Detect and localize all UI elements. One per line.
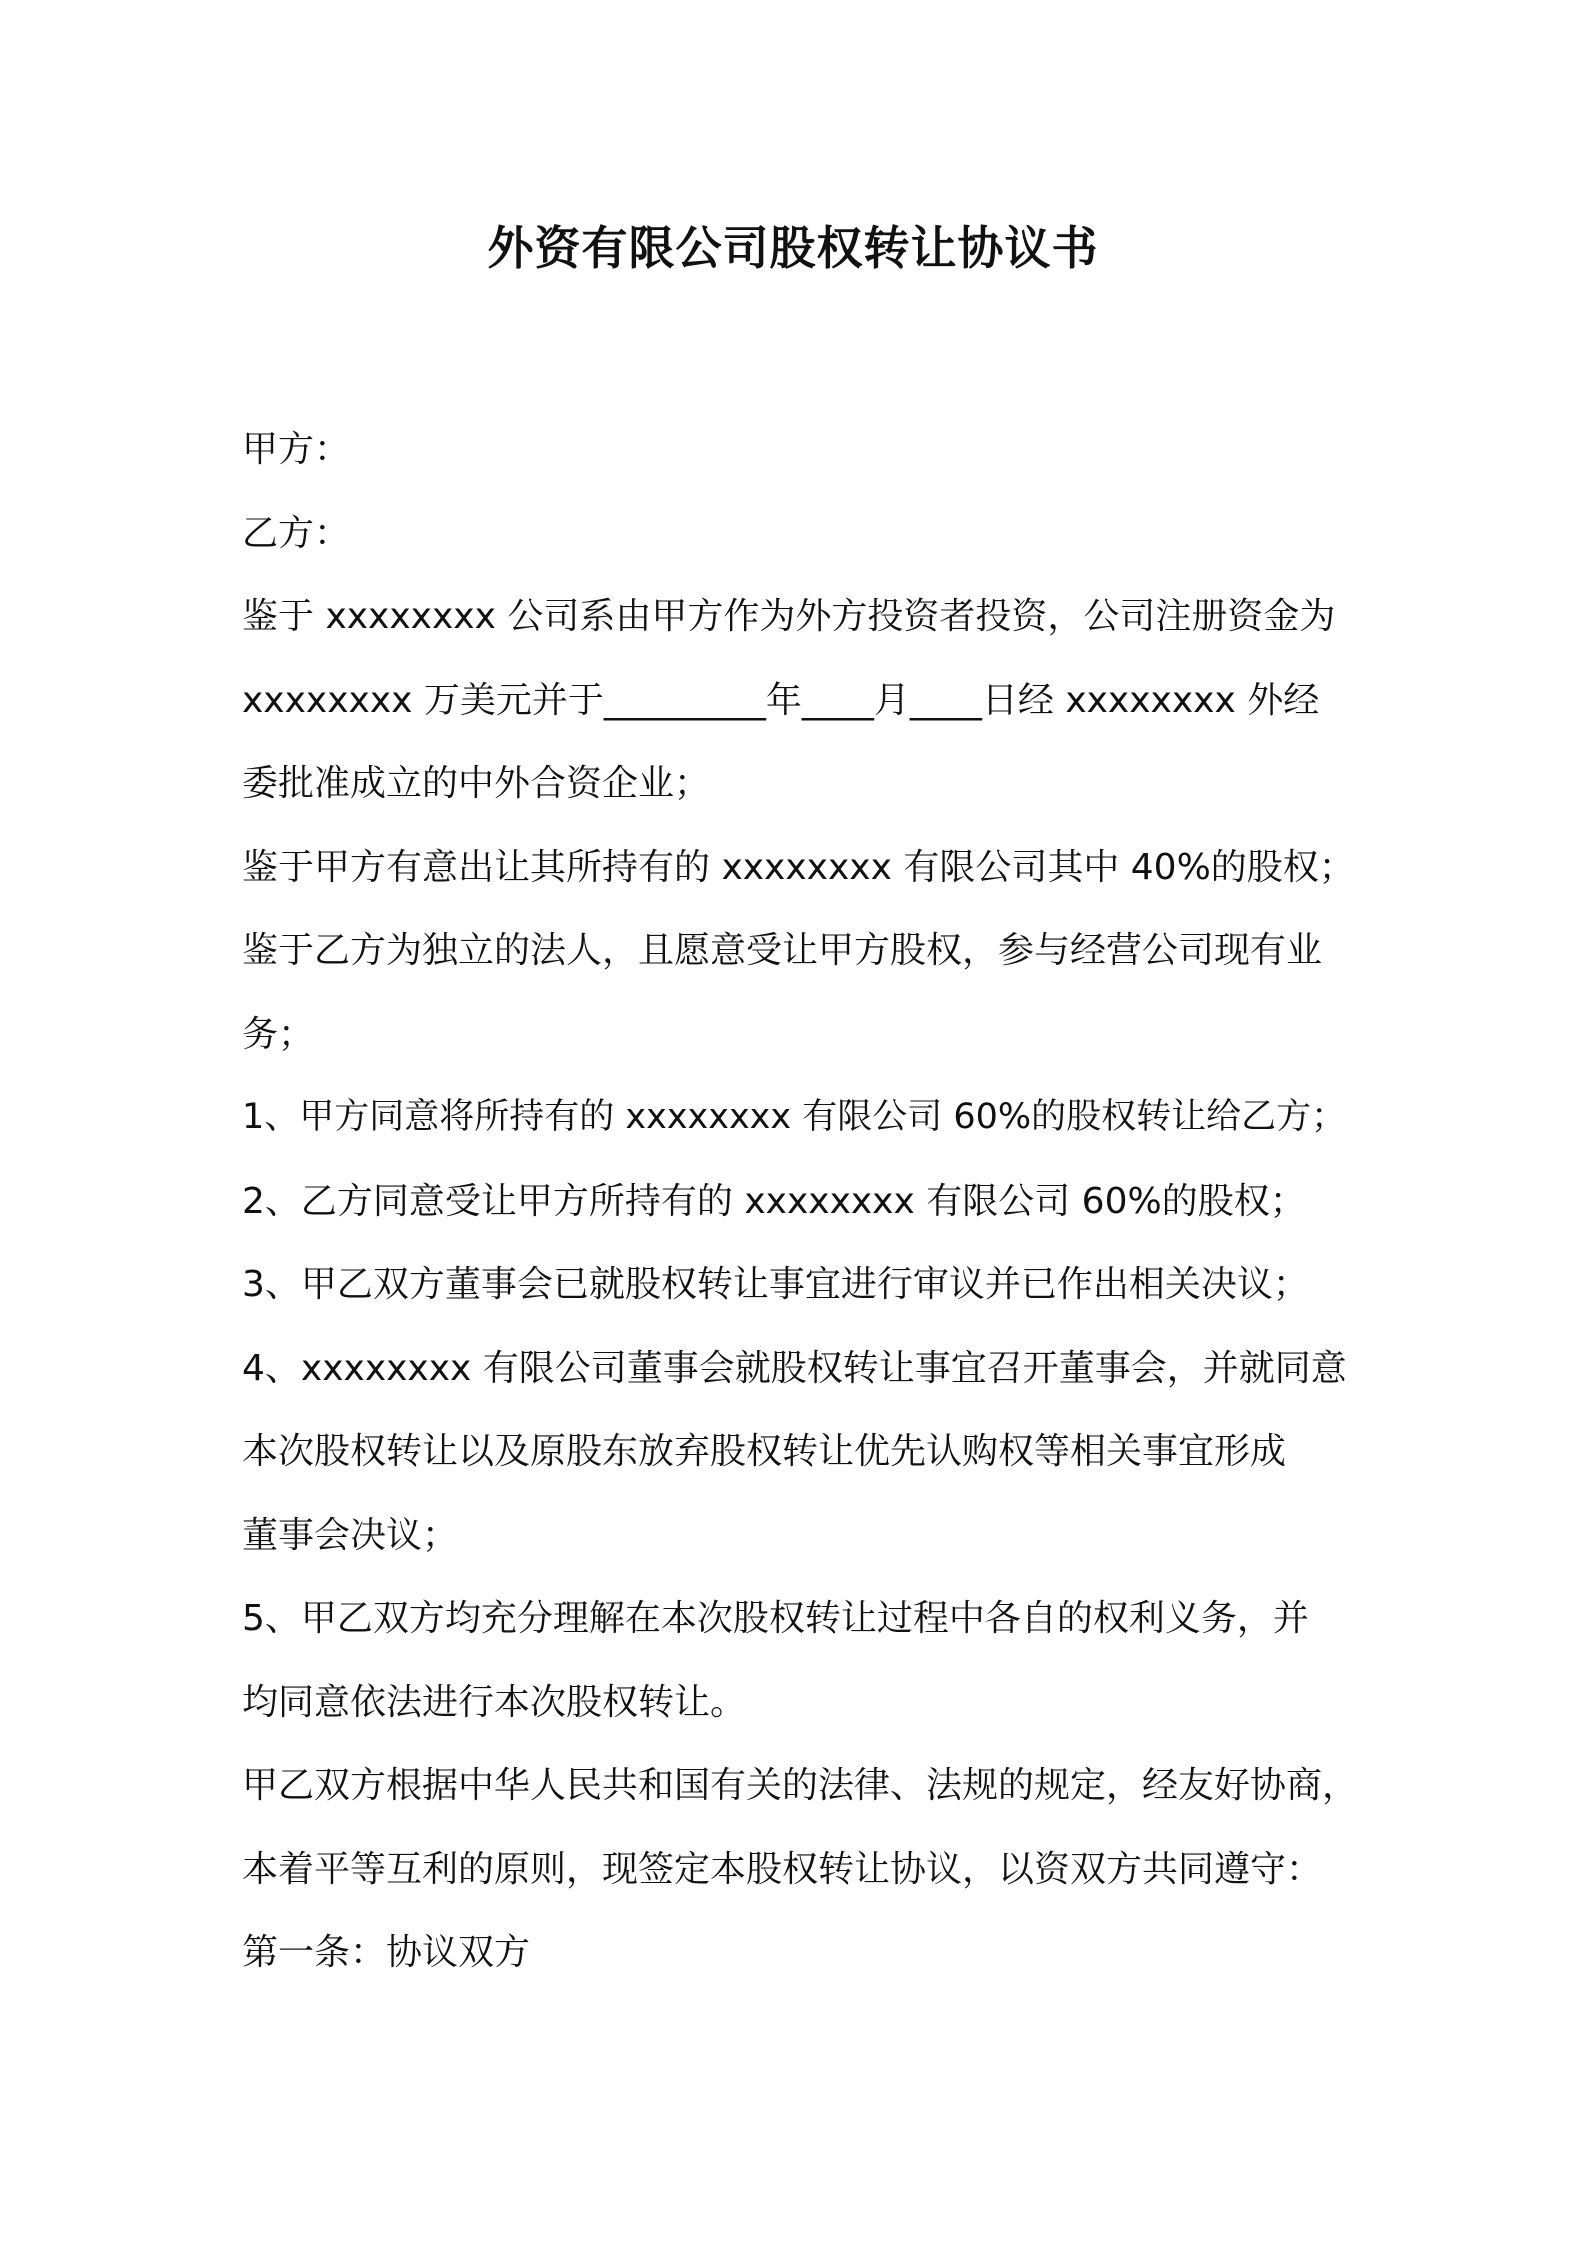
clause-line: 董事会决议； xyxy=(242,1514,459,1556)
recital-line: 鉴于 xxxxxxxx 公司系由甲方作为外方投资者投资，公司注册资金为 xyxy=(242,596,1336,637)
recital-line: 鉴于乙方为独立的法人，且愿意受让甲方股权，参与经营公司现有业 xyxy=(242,930,1323,971)
clause-line: 4、xxxxxxxx 有限公司董事会就股权转让事宜召开董事会，并就同意 xyxy=(242,1347,1347,1389)
recital-line: 鉴于甲方有意出让其所持有的 xxxxxxxx 有限公司其中 40%的股权； xyxy=(242,846,1355,888)
document-body xyxy=(242,408,1372,1995)
clause-line: 3、甲乙双方董事会已就股权转让事宜进行审议并已作出相关决议； xyxy=(242,1264,1309,1305)
document-title: 外资有限公司股权转让协议书 xyxy=(487,221,1099,275)
recital-line: xxxxxxxx 万美元并于_________年____月____日经 xxxxxxxx 外经 xyxy=(242,679,1320,721)
preamble-line: 甲乙双方根据中华人民共和国有关的法律、法规的规定，经友好协商， xyxy=(242,1765,1359,1806)
recital-line: 委批准成立的中外合资企业； xyxy=(242,763,711,804)
clause-line: 5、甲乙双方均充分理解在本次股权转让过程中各自的权利义务，并 xyxy=(242,1598,1309,1639)
clause-line: 2、乙方同意受让甲方所持有的 xxxxxxxx 有限公司 60%的股权； xyxy=(242,1180,1306,1222)
party-a-line: 甲方： xyxy=(242,429,351,470)
article-heading: 第一条：协议双方 xyxy=(242,1932,531,1973)
preamble-line: 本着平等互利的原则，现签定本股权转让协议，以资双方共同遵守： xyxy=(242,1848,1323,1890)
clause-line: 均同意依法进行本次股权转让。 xyxy=(242,1681,747,1723)
clause-line: 本次股权转让以及原股东放弃股权转让优先认购权等相关事宜形成 xyxy=(242,1431,1287,1472)
party-b-line: 乙方： xyxy=(242,512,351,554)
clause-line: 1、甲方同意将所持有的 xxxxxxxx 有限公司 60%的股权转让给乙方； xyxy=(242,1097,1347,1137)
recital-line: 务； xyxy=(242,1013,315,1055)
